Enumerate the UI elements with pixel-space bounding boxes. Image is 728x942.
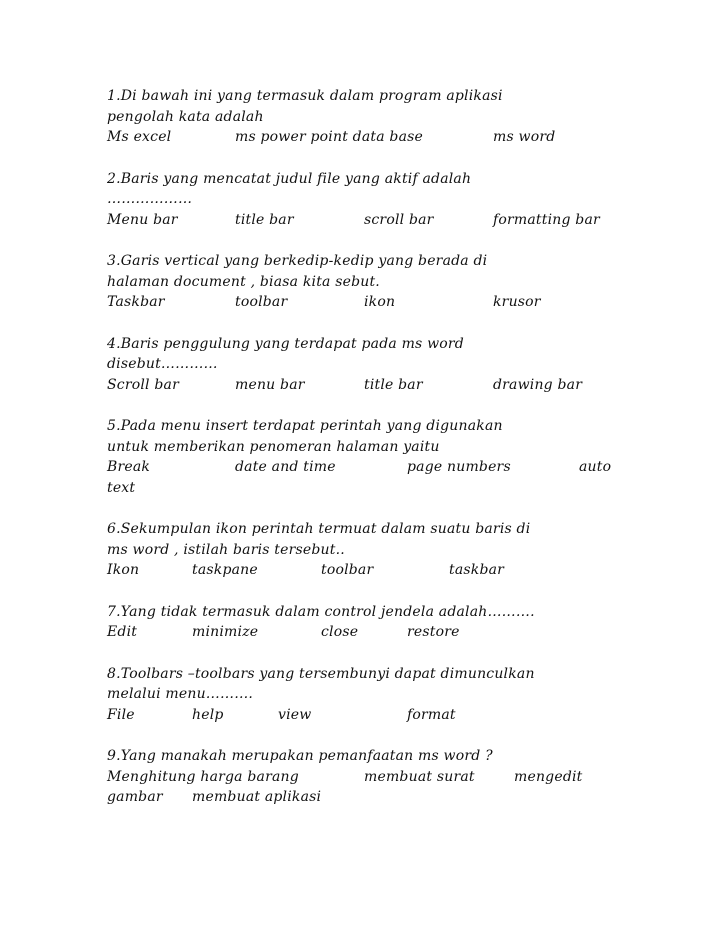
option-c: mengedit xyxy=(514,768,583,785)
answer-options xyxy=(107,127,622,148)
option-a: Scroll bar xyxy=(107,376,179,393)
question-text-line: halaman document , biasa kita sebut. xyxy=(107,273,380,290)
question-text-line: 7.Yang tidak termasuk dalam control jendela adalah………. xyxy=(107,603,535,620)
option-a: Break xyxy=(107,459,151,475)
option-continuation: text xyxy=(107,479,136,496)
question-text-line: disebut………… xyxy=(107,356,218,372)
question-text-line: pengolah kata adalah xyxy=(107,108,264,125)
question-2 xyxy=(107,169,622,231)
option-b: menu bar xyxy=(235,376,305,393)
question-text-line: 2.Baris yang mencatat judul file yang aktif adalah xyxy=(107,170,472,187)
option-b: minimize xyxy=(192,624,259,640)
option-a: Menu bar xyxy=(107,211,178,228)
answer-options xyxy=(107,767,622,788)
question-text-line: ……………… xyxy=(107,191,193,207)
question-4 xyxy=(107,334,622,396)
option-a: Menghitung harga barang xyxy=(107,768,299,785)
option-c: toolbar xyxy=(321,562,374,578)
option-a: Ikon xyxy=(107,562,140,578)
option-c: page numbers xyxy=(407,459,511,475)
question-6 xyxy=(107,519,622,581)
option-b: ms power point data base xyxy=(235,129,423,145)
question-8 xyxy=(107,664,622,726)
option-c: title bar xyxy=(364,376,423,393)
option-b: date and time xyxy=(235,459,336,475)
answer-options xyxy=(107,560,622,581)
option-d: drawing bar xyxy=(493,376,583,393)
answer-options xyxy=(107,622,622,643)
option-d: formatting bar xyxy=(493,211,600,228)
question-7 xyxy=(107,602,622,643)
option-d: format xyxy=(407,706,456,723)
option-a: Taskbar xyxy=(107,294,165,310)
question-text-line: 6.Sekumpulan ikon perintah termuat dalam suatu baris di xyxy=(107,521,531,537)
question-3 xyxy=(107,251,622,313)
option-c: close xyxy=(321,624,359,640)
option-d: krusor xyxy=(493,294,541,310)
option-b: taskpane xyxy=(192,562,258,578)
question-text-line: 9.Yang manakah merupakan pemanfaatan ms word ? xyxy=(107,748,493,764)
answer-options xyxy=(107,292,622,313)
question-text-line: 4.Baris penggulung yang terdapat pada ms word xyxy=(107,335,464,352)
question-text-line: melalui menu………. xyxy=(107,686,254,702)
option-a: Ms excel xyxy=(107,129,172,145)
question-text-line: ms word , istilah baris tersebut.. xyxy=(107,541,345,558)
question-text-line: 8.Toolbars –toolbars yang tersembunyi dapat dimunculkan xyxy=(107,665,535,682)
option-b: toolbar xyxy=(235,294,288,310)
option-a: File xyxy=(107,706,135,723)
option-d: restore xyxy=(407,624,460,640)
answer-options-continued xyxy=(107,787,622,808)
option-b: title bar xyxy=(235,211,294,228)
option-d: auto xyxy=(579,459,612,475)
question-9 xyxy=(107,746,622,808)
option-c: ms word xyxy=(493,129,556,145)
option-d: membuat aplikasi xyxy=(192,789,322,805)
option-b: membuat surat xyxy=(364,768,475,785)
option-c: scroll bar xyxy=(364,211,434,228)
question-text-line: 5.Pada menu insert terdapat perintah yang digunakan xyxy=(107,418,503,434)
question-1 xyxy=(107,86,622,148)
option-b: help xyxy=(192,706,224,723)
answer-options xyxy=(107,375,622,396)
option-c: view xyxy=(278,706,312,723)
question-5 xyxy=(107,416,622,498)
answer-options xyxy=(107,210,622,231)
option-d: taskbar xyxy=(449,562,505,578)
answer-options xyxy=(107,457,622,478)
option-c: ikon xyxy=(364,294,396,310)
option-a: Edit xyxy=(107,624,138,640)
question-text-line: 3.Garis vertical yang berkedip-kedip yang berada di xyxy=(107,253,488,269)
option-c-continuation: gambar xyxy=(107,789,163,805)
answer-options xyxy=(107,705,622,726)
question-text-line: 1.Di bawah ini yang termasuk dalam program aplikasi xyxy=(107,88,503,104)
document-page xyxy=(107,86,622,829)
question-text-line: untuk memberikan penomeran halaman yaitu xyxy=(107,438,440,455)
